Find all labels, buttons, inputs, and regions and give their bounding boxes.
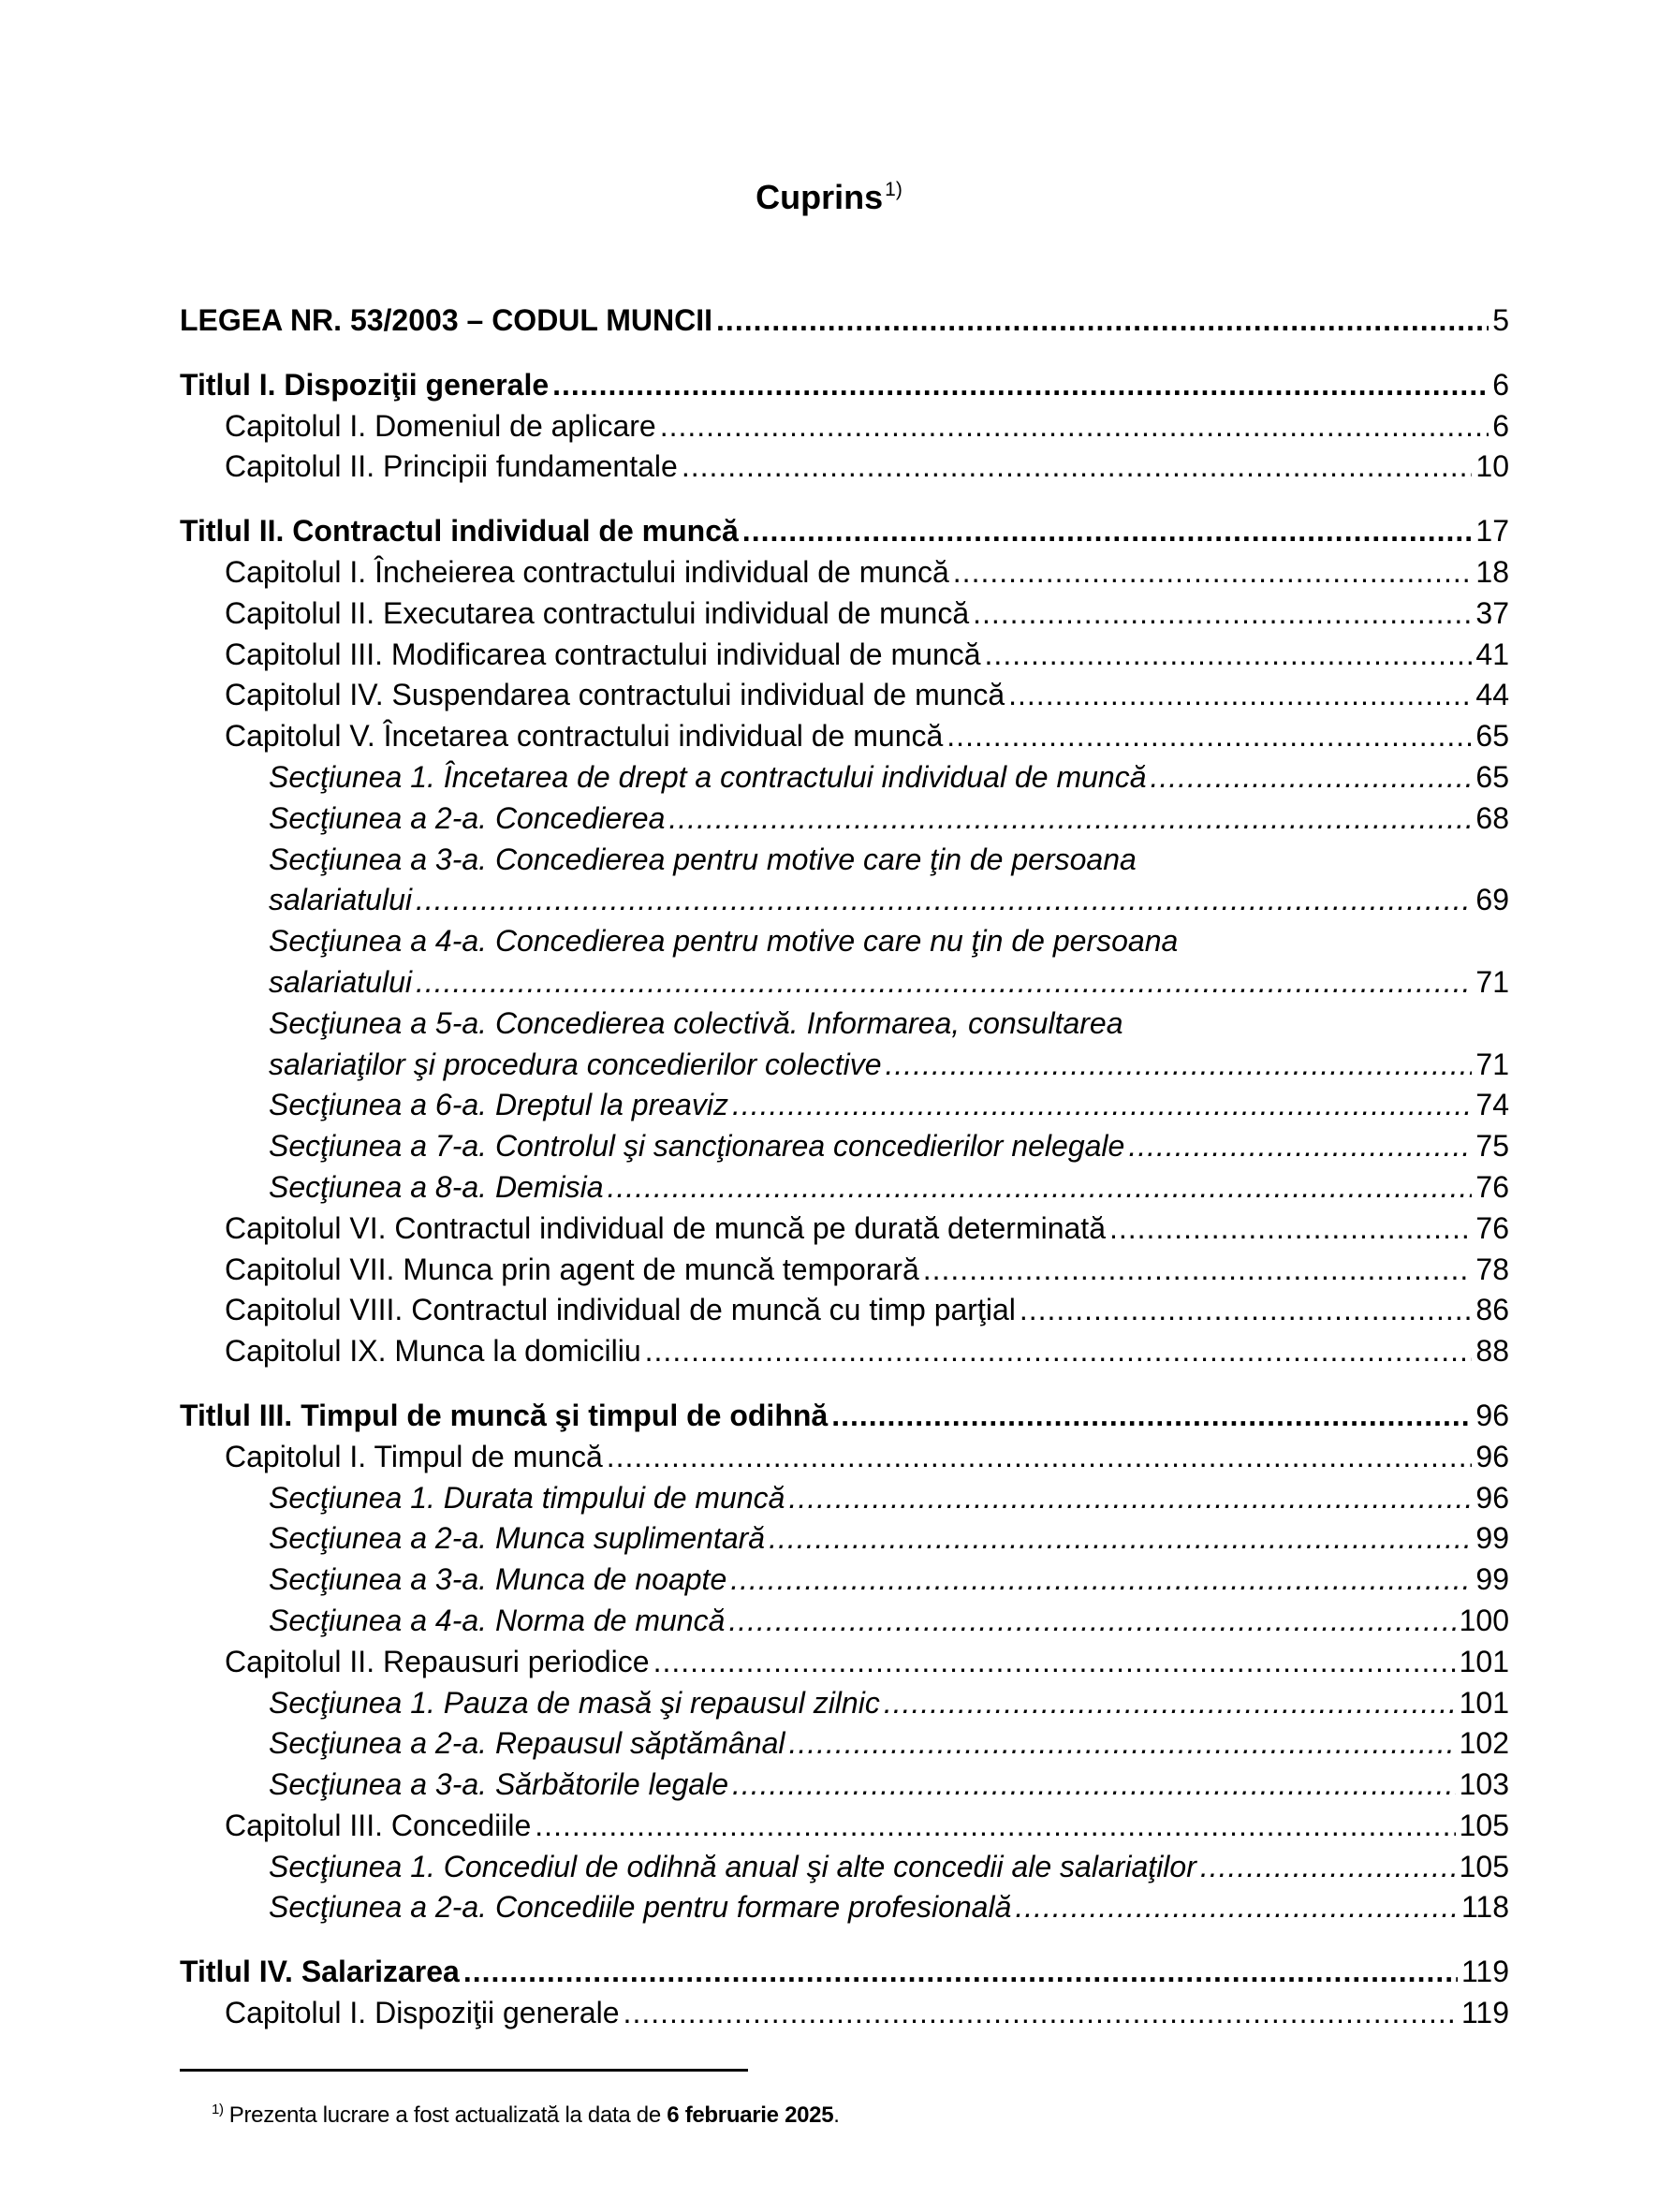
- toc-page-number: 74: [1475, 1088, 1509, 1122]
- title-text: Cuprins: [756, 178, 884, 216]
- toc-entry-text: Capitolul III. Concediile: [225, 1808, 532, 1842]
- toc-entry-text: Titlul II. Contractul individual de muncă: [180, 514, 739, 549]
- toc-entry-text: Secţiunea 1. Pauza de masă şi repausul zilnic: [269, 1685, 880, 1720]
- toc-entry-text: Secţiunea 1. Concediul de odihnă anual şi alte concedii ale salariaţilor: [269, 1849, 1196, 1883]
- toc-entry-text: salariaţilor şi procedura concedierilor colective: [269, 1047, 882, 1081]
- toc-chapter-entry[interactable]: [180, 406, 1509, 447]
- toc-chapter-entry[interactable]: [180, 1806, 1509, 1847]
- toc-entry-text: Capitolul IV. Suspendarea contractului individual de muncă: [225, 678, 1005, 712]
- toc-section-entry[interactable]: [180, 1560, 1509, 1601]
- toc-section-entry-continuation[interactable]: [180, 880, 1509, 921]
- toc-page-number: 96: [1475, 1480, 1509, 1515]
- toc-section-entry[interactable]: [180, 1167, 1509, 1209]
- dot-leader: [463, 1952, 1458, 1993]
- toc-entry-text: Secţiunea a 3-a. Sărbătorile legale: [269, 1767, 728, 1802]
- toc-page-number: 101: [1459, 1644, 1509, 1678]
- dot-leader: [608, 1167, 1473, 1209]
- toc-entry-text: Secţiunea a 2-a. Concediile pentru formare profesională: [269, 1890, 1012, 1925]
- toc-page-number: 119: [1460, 1996, 1509, 2030]
- dot-leader: [624, 1993, 1458, 2034]
- dot-leader: [732, 1085, 1472, 1126]
- toc-entry-text: Secţiunea a 2-a. Munca suplimentară: [269, 1521, 766, 1556]
- toc-title-entry[interactable]: [180, 300, 1509, 342]
- toc-entry-text: Secţiunea a 8-a. Demisia: [269, 1169, 604, 1204]
- toc-entry-text: Titlul IV. Salarizarea: [180, 1955, 460, 1989]
- toc-section-entry[interactable]: [180, 1518, 1509, 1560]
- toc-entry-text: Capitolul III. Modificarea contractului individual de muncă: [225, 637, 981, 671]
- title-footnote-mark: 1): [885, 179, 902, 200]
- dot-leader: [1020, 1290, 1473, 1331]
- toc-page-number: 118: [1460, 1890, 1509, 1925]
- toc-title-entry[interactable]: [180, 1396, 1509, 1437]
- toc-section-entry-continuation[interactable]: [180, 962, 1509, 1003]
- toc-page-number: 71: [1475, 964, 1509, 999]
- dot-leader: [552, 365, 1489, 406]
- toc-page-number: 88: [1475, 1334, 1509, 1369]
- toc-entry-text: Capitolul I. Domeniul de aplicare: [225, 408, 656, 443]
- toc-page-number: 105: [1459, 1849, 1509, 1883]
- toc-entry-text: Capitolul VIII. Contractul individual de muncă cu timp parţial: [225, 1293, 1016, 1327]
- toc-entry-text: Secţiunea 1. Încetarea de drept a contractului individual de muncă: [269, 759, 1147, 794]
- toc-page-number: 71: [1475, 1047, 1509, 1081]
- dot-leader: [653, 1642, 1456, 1683]
- dot-leader: [923, 1250, 1473, 1291]
- toc-section-entry[interactable]: [180, 1601, 1509, 1642]
- toc-entry-text: Capitolul II. Repausuri periodice: [225, 1644, 650, 1678]
- toc-page-number: 86: [1475, 1293, 1509, 1327]
- toc-chapter-entry[interactable]: [180, 447, 1509, 488]
- toc-chapter-entry[interactable]: [180, 716, 1509, 757]
- toc-entry-text: salariatului: [269, 964, 412, 999]
- toc-page-number: 99: [1475, 1521, 1509, 1556]
- dot-leader: [985, 635, 1473, 676]
- dot-leader: [660, 406, 1489, 447]
- dot-leader: [1128, 1126, 1472, 1167]
- toc-section-entry[interactable]: [180, 1723, 1509, 1765]
- toc-section-entry[interactable]: [180, 1765, 1509, 1806]
- toc-entry-text: Secţiunea 1. Durata timpului de muncă: [269, 1480, 785, 1515]
- dot-leader: [535, 1806, 1455, 1847]
- toc-entry-text: Capitolul II. Executarea contractului individual de muncă: [225, 595, 970, 630]
- toc-chapter-entry[interactable]: [180, 552, 1509, 593]
- toc-chapter-entry[interactable]: [180, 1331, 1509, 1372]
- toc-page-number: 44: [1475, 678, 1509, 712]
- dot-leader: [946, 716, 1472, 757]
- toc-entry-text: Titlul III. Timpul de muncă şi timpul de odihnă: [180, 1398, 829, 1432]
- toc-entry-text: Capitolul II. Principii fundamentale: [225, 449, 678, 484]
- toc-page-number: 37: [1475, 595, 1509, 630]
- toc-entry-text: Secţiunea a 2-a. Repausul săptămânal: [269, 1726, 785, 1761]
- dot-leader: [886, 1045, 1473, 1086]
- toc-section-entry[interactable]: [180, 1003, 1509, 1045]
- dot-leader: [730, 1560, 1472, 1601]
- toc-entry-text: Capitolul I. Timpul de muncă: [225, 1439, 603, 1473]
- dot-leader: [1008, 675, 1472, 716]
- toc-page-number: 100: [1459, 1603, 1509, 1637]
- toc-chapter-entry[interactable]: [180, 1642, 1509, 1683]
- toc-entry-text: Capitolul I. Dispoziţii generale: [225, 1996, 620, 2030]
- footnote-mark: 1): [212, 2102, 224, 2117]
- toc-section-entry-continuation[interactable]: [180, 1045, 1509, 1086]
- toc-page-number: 10: [1475, 449, 1509, 484]
- toc-entry-text: Secţiunea a 6-a. Dreptul la preaviz: [269, 1088, 728, 1122]
- page-title: [0, 178, 1658, 217]
- dot-leader: [1015, 1887, 1458, 1928]
- toc-page-number: 99: [1475, 1562, 1509, 1597]
- dot-leader: [416, 962, 1472, 1003]
- table-of-contents: [180, 300, 1509, 2034]
- dot-leader: [788, 1723, 1455, 1765]
- toc-entry-text: Secţiunea a 7-a. Controlul şi sancţionarea concedierilor nelegale: [269, 1129, 1125, 1164]
- toc-section-entry[interactable]: [180, 1683, 1509, 1724]
- toc-section-entry[interactable]: [180, 1478, 1509, 1519]
- dot-leader: [607, 1437, 1473, 1478]
- dot-leader: [416, 880, 1472, 921]
- toc-chapter-entry[interactable]: [180, 1993, 1509, 2034]
- dot-leader: [1150, 757, 1472, 798]
- toc-section-entry[interactable]: [180, 757, 1509, 798]
- toc-entry-text: Capitolul VI. Contractul individual de muncă pe durată determinată: [225, 1210, 1106, 1245]
- toc-page-number: 76: [1475, 1210, 1509, 1245]
- toc-section-entry[interactable]: [180, 840, 1509, 881]
- dot-leader: [716, 300, 1489, 342]
- dot-leader: [1109, 1209, 1472, 1250]
- footnote-end: .: [833, 2102, 840, 2128]
- toc-chapter-entry[interactable]: [180, 1437, 1509, 1478]
- toc-entry-text: salariatului: [269, 883, 412, 917]
- toc-chapter-entry[interactable]: [180, 635, 1509, 676]
- dot-leader: [769, 1518, 1472, 1560]
- toc-page-number: 69: [1475, 883, 1509, 917]
- toc-chapter-entry[interactable]: [180, 1250, 1509, 1291]
- toc-chapter-entry[interactable]: [180, 593, 1509, 635]
- toc-page-number: 102: [1459, 1726, 1509, 1761]
- toc-entry-text: Secţiunea a 2-a. Concedierea: [269, 800, 666, 835]
- toc-chapter-entry[interactable]: [180, 675, 1509, 716]
- toc-entry-text: Secţiunea a 3-a. Concedierea pentru motive care ţin de persoana: [269, 842, 1137, 876]
- toc-page-number: 41: [1475, 637, 1509, 671]
- toc-entry-text: LEGEA NR. 53/2003 – CODUL MUNCII: [180, 303, 713, 337]
- dot-leader: [668, 798, 1472, 840]
- toc-entry-text: Secţiunea a 5-a. Concedierea colectivă. Informarea, consultarea: [269, 1005, 1123, 1040]
- toc-entry-text: Secţiunea a 3-a. Munca de noapte: [269, 1562, 727, 1597]
- dot-leader: [884, 1683, 1456, 1724]
- toc-page-number: 75: [1475, 1129, 1509, 1164]
- toc-section-entry[interactable]: [180, 1887, 1509, 1928]
- dot-leader: [742, 511, 1473, 552]
- footnote-divider: [180, 2069, 748, 2072]
- dot-leader: [645, 1331, 1473, 1372]
- toc-section-entry[interactable]: [180, 1126, 1509, 1167]
- toc-entry-text: Capitolul VII. Munca prin agent de muncă temporară: [225, 1252, 919, 1286]
- toc-entry-text: Secţiunea a 4-a. Norma de muncă: [269, 1603, 726, 1637]
- toc-page-number: 6: [1492, 367, 1509, 402]
- toc-section-entry[interactable]: [180, 1847, 1509, 1888]
- toc-page-number: 96: [1475, 1398, 1509, 1432]
- toc-page-number: 17: [1475, 514, 1509, 549]
- dot-leader: [728, 1601, 1455, 1642]
- toc-chapter-entry[interactable]: [180, 1209, 1509, 1250]
- toc-page-number: 119: [1460, 1955, 1509, 1989]
- dot-leader: [953, 552, 1473, 593]
- toc-page-number: 103: [1459, 1767, 1509, 1802]
- toc-page-number: 105: [1459, 1808, 1509, 1842]
- toc-section-entry[interactable]: [180, 921, 1509, 962]
- dot-leader: [732, 1765, 1456, 1806]
- footnote-text: Prezenta lucrare a fost actualizată la data de: [228, 2102, 668, 2128]
- toc-entry-text: Secţiunea a 4-a. Concedierea pentru motive care nu ţin de persoana: [269, 924, 1179, 959]
- dot-leader: [788, 1478, 1472, 1519]
- toc-page-number: 96: [1475, 1439, 1509, 1473]
- toc-entry-text: Capitolul V. Încetarea contractului individual de muncă: [225, 719, 944, 754]
- toc-title-entry[interactable]: [180, 365, 1509, 406]
- toc-section-entry[interactable]: [180, 1085, 1509, 1126]
- toc-page-number: 5: [1492, 303, 1509, 337]
- toc-page-number: 76: [1475, 1169, 1509, 1204]
- toc-title-entry[interactable]: [180, 1952, 1509, 1993]
- footnote-date: 6 februarie 2025: [667, 2102, 834, 2128]
- toc-page-number: 68: [1475, 800, 1509, 835]
- toc-page-number: 18: [1475, 554, 1509, 589]
- toc-page-number: 78: [1475, 1252, 1509, 1286]
- toc-page-number: 65: [1475, 719, 1509, 754]
- toc-page-number: 65: [1475, 759, 1509, 794]
- toc-chapter-entry[interactable]: [180, 1290, 1509, 1331]
- toc-page-number: 6: [1492, 408, 1509, 443]
- dot-leader: [973, 593, 1472, 635]
- toc-page-number: 101: [1459, 1685, 1509, 1720]
- dot-leader: [1200, 1847, 1456, 1888]
- footnote: [212, 2102, 840, 2129]
- dot-leader: [831, 1396, 1472, 1437]
- toc-section-entry[interactable]: [180, 798, 1509, 840]
- toc-entry-text: Titlul I. Dispoziţii generale: [180, 367, 550, 402]
- toc-entry-text: Capitolul IX. Munca la domiciliu: [225, 1334, 641, 1369]
- toc-entry-text: Capitolul I. Încheierea contractului individual de muncă: [225, 554, 949, 589]
- dot-leader: [682, 447, 1473, 488]
- toc-title-entry[interactable]: [180, 511, 1509, 552]
